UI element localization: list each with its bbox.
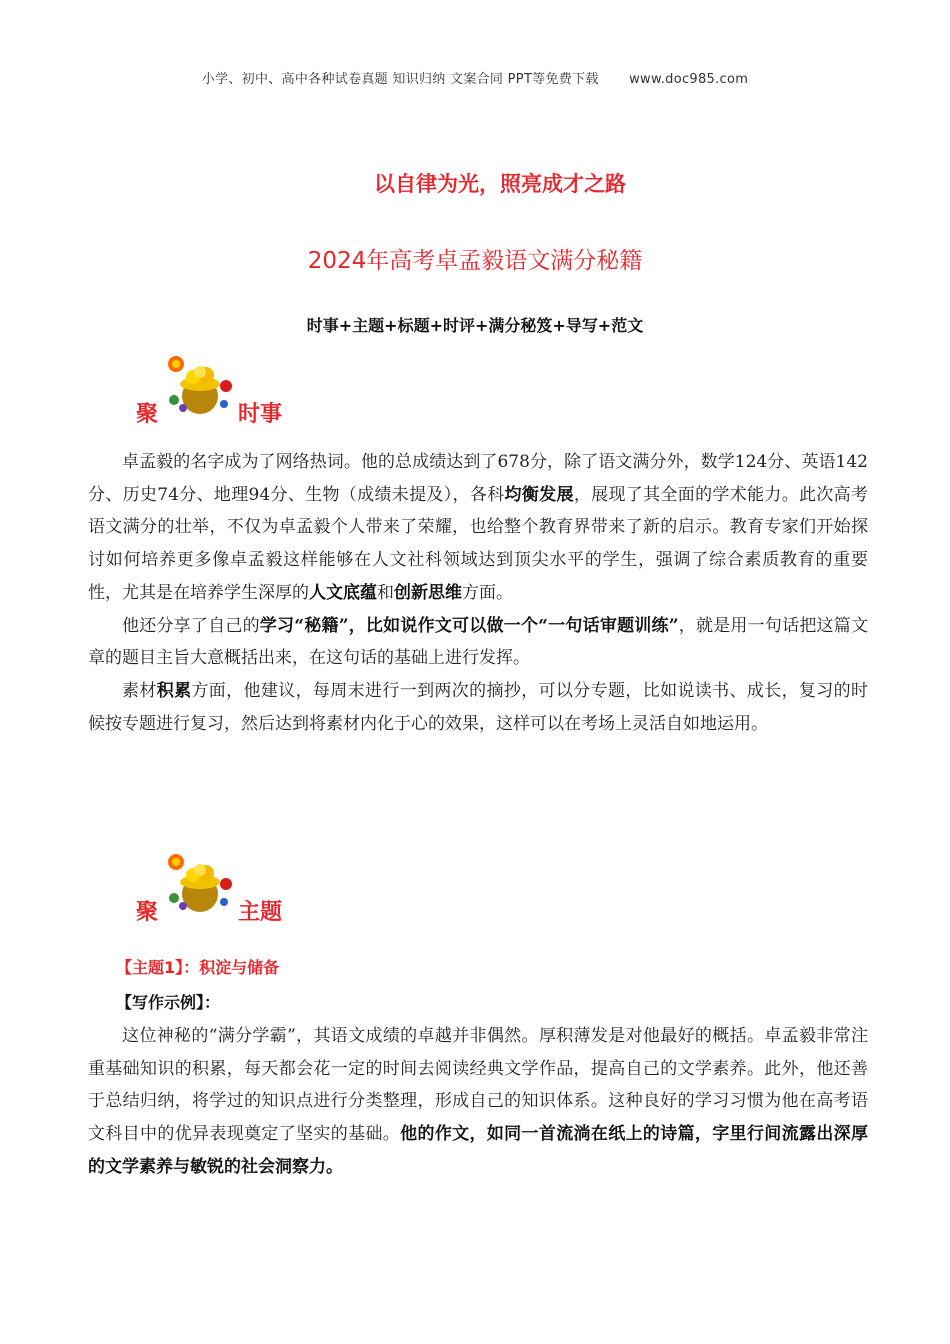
treasure-pot-icon [160, 848, 240, 918]
topic-heading: 【主题1】：积淀与储备 [116, 958, 280, 977]
header-url[interactable]: www.doc985.com [629, 72, 749, 87]
section-title-news: 时事 [238, 402, 283, 427]
news-paragraph-3: 素材积累方面，他建议，每周末进行一到两次的摘抄，可以分专题，比如说读书、成长，复习的时候按专题进行复习，然后达到将素材内化于心的效果，这样可以在考场上灵活自如地运用。 [88, 680, 869, 734]
section-badge-topic [136, 848, 306, 928]
section-badge-news [136, 350, 306, 430]
topic-paragraph: 这位神秘的“满分学霸”，其语文成绩的卓越并非偶然。厚积薄发是对他最好的概括。卓孟毅非常注重基础知识的积累，每天都会花一定的时间去阅读经典文学作品，提高自己的文学素养。此外，他还善于总结归纳，将学过的知识点进行分类整理，形成自己的知识体系。这种良好的学习习惯为他在高考语文科目中的优异表现奠定了坚实的基础。他的作文，如同一首流淌在纸上的诗篇，字里行间流露出深厚的文学素养与敏锐的社会洞察力。 [88, 1026, 869, 1177]
page-header [0, 68, 950, 87]
header-text: 小学、初中、高中各种试卷真题 知识归纳 文案合同 PPT等免费下载 [201, 72, 599, 87]
badge-ju-text: 聚 [136, 402, 159, 427]
section-title-topic: 主题 [238, 900, 283, 925]
main-title: 以自律为光，照亮成才之路 [374, 172, 626, 196]
news-paragraph-1: 卓孟毅的名字成为了网络热词。他的总成绩达到了678分，除了语文满分外，数学124分、英语142分、历史74分、地理94分、生物（成绩未提及），各科均衡发展，展现了其全面的学术能力。此次高考语文满分的壮举，不仅为卓孟毅个人带来了荣耀，也给整个教育界带来了新的启示。教育专家们开始探讨如何培养更多像卓孟毅这样能够在人文社科领域达到顶尖水平的学生，强调了综合素质教育的重要性，尤其是在培养学生深厚的人文底蕴和创新思维方面。 [88, 452, 869, 603]
badge-ju-text: 聚 [136, 900, 159, 925]
example-heading: 【写作示例】： [116, 993, 221, 1012]
news-paragraph-2: 他还分享了自己的学习“秘籍”，比如说作文可以做一个“一句话审题训练”，就是用一句话把这篇文章的题目主旨大意概括出来，在这句话的基础上进行发挥。 [88, 615, 868, 669]
treasure-pot-icon [160, 350, 240, 420]
news-body [88, 446, 868, 740]
sub-title: 2024年高考卓孟毅语文满分秘籍 [307, 248, 643, 274]
subtitle-line: 时事+主题+标题+时评+满分秘笈+导写+范文 [306, 316, 644, 335]
topic-body [88, 1020, 868, 1184]
